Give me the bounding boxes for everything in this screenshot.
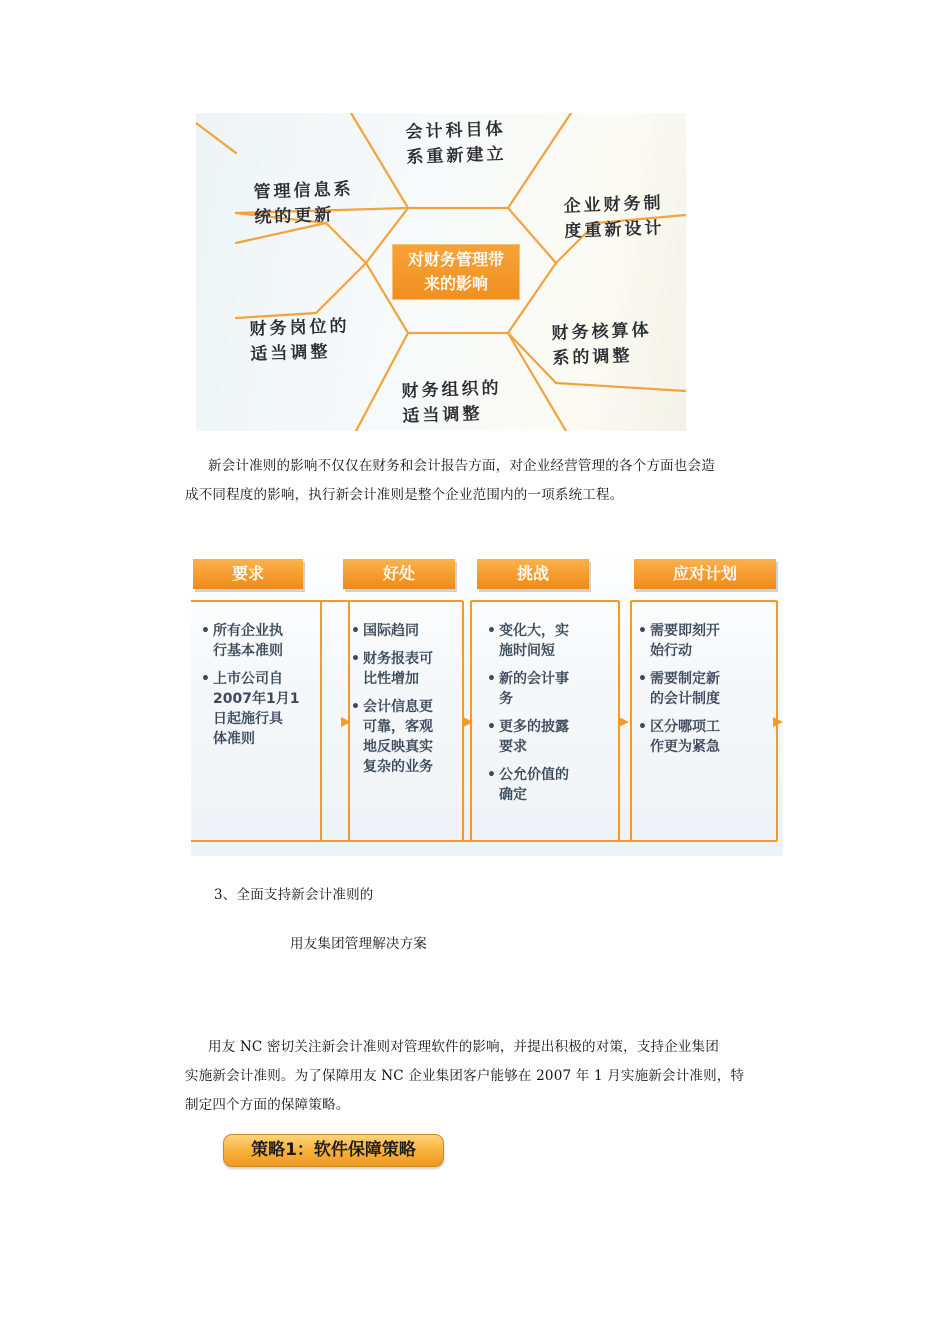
item-accounting-system-adjust: 财务核算体 系的调整 xyxy=(551,320,652,369)
strategy-banner: 策略1：软件保障策略 xyxy=(223,1134,444,1167)
paragraph-line: 制定四个方面的保障策略。 xyxy=(185,1097,350,1113)
list-item: • 新的会计事 务 xyxy=(487,669,612,709)
col-list-requirements xyxy=(201,621,316,757)
item-accounting-subjects: 会计科目体 系重新建立 xyxy=(405,119,507,168)
col-list-plan xyxy=(638,621,768,765)
list-item: • 所有企业执 行基本准则 xyxy=(201,621,316,661)
col-header-plan: 应对计划 xyxy=(634,559,776,589)
item-finance-org-adjust: 财务组织的 适当调整 xyxy=(401,378,502,427)
col-list-benefits xyxy=(351,621,461,785)
paragraph-line: 成不同程度的影响，执行新会计准则是整个企业范围内的一项系统工程。 xyxy=(185,487,624,503)
list-item: • 更多的披露 要求 xyxy=(487,717,612,757)
list-item: • 需要即刻开 始行动 xyxy=(638,621,768,661)
item-finance-system-redesign: 企业财务制 度重新设计 xyxy=(563,193,665,242)
list-item: • 需要制定新 的会计制度 xyxy=(638,669,768,709)
item-mis-update: 管理信息系 统的更新 xyxy=(253,179,354,228)
paragraph-line: 用友 NC 密切关注新会计准则对管理软件的影响，并提出积极的对策，支持企业集团 xyxy=(208,1039,720,1055)
section-heading: 3、全面支持新会计准则的 xyxy=(214,887,374,903)
list-item: • 上市公司自 2007年1月1 日起施行具 体准则 xyxy=(201,669,316,749)
list-item: • 国际趋同 xyxy=(351,621,461,641)
center-topic: 对财务管理带 来的影响 xyxy=(392,244,520,300)
list-item: • 财务报表可 比性增加 xyxy=(351,649,461,689)
requirements-flow-diagram xyxy=(191,541,783,856)
col-list-challenges xyxy=(487,621,612,813)
col-header-challenges: 挑战 xyxy=(477,559,589,589)
list-item: • 公允价值的 确定 xyxy=(487,765,612,805)
col-header-requirements: 要求 xyxy=(193,559,303,589)
paragraph-line: 新会计准则的影响不仅仅在财务和会计报告方面，对企业经营管理的各个方面也会造 xyxy=(208,458,715,474)
list-item: • 会计信息更 可靠，客观 地反映真实 复杂的业务 xyxy=(351,697,461,777)
list-item: • 变化大，实 施时间短 xyxy=(487,621,612,661)
paragraph-line: 实施新会计准则。为了保障用友 NC 企业集团客户能够在 2007 年 1 月实施新会计准则，特 xyxy=(185,1068,745,1084)
list-item: • 区分哪项工 作更为紧急 xyxy=(638,717,768,757)
section-subheading: 用友集团管理解决方案 xyxy=(290,936,427,952)
col-header-benefits: 好处 xyxy=(343,559,455,589)
impact-diagram xyxy=(196,113,686,431)
item-finance-post-adjust: 财务岗位的 适当调整 xyxy=(249,316,350,365)
